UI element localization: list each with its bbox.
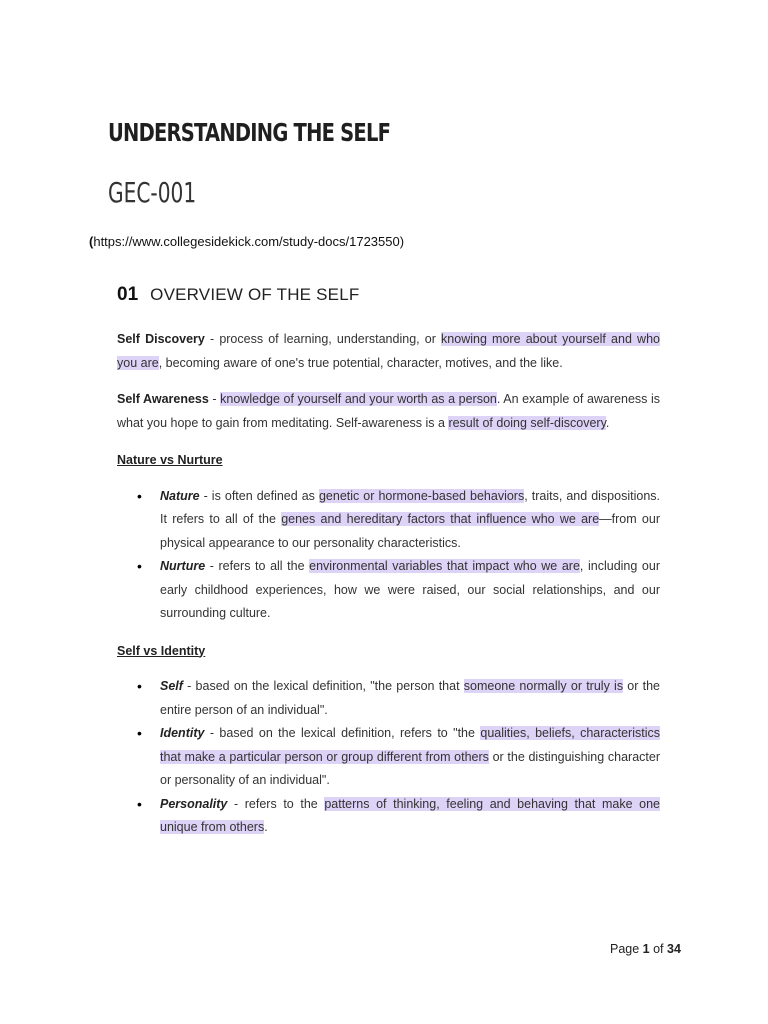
text: - process of learning, understanding, or xyxy=(204,332,442,346)
highlight: genes and hereditary factors that influence who we are xyxy=(281,512,600,526)
highlight: someone normally or truly is xyxy=(463,679,624,693)
subheading-self-vs-identity: Self vs Identity xyxy=(117,643,206,658)
term-self: Self xyxy=(160,679,183,693)
document-body xyxy=(117,328,660,852)
term-nature: Nature xyxy=(160,488,200,503)
term-self-discovery: Self Discovery xyxy=(117,332,205,346)
text: , including our early childhood experiences, how we were raised, our social relationships, and our surrounding culture. xyxy=(160,559,660,620)
list-item-identity xyxy=(117,722,660,793)
term-personality: Personality xyxy=(160,796,228,811)
course-code: GEC-001 xyxy=(108,176,197,209)
text: or the distinguishing character or personality of an individual". xyxy=(160,749,660,787)
text: . An example of awareness is what you hope to gain from meditating. Self-awareness is a xyxy=(117,392,660,430)
section-title: OVERVIEW OF THE SELF xyxy=(150,285,360,304)
text: , becoming aware of one's true potential, character, motives, and the like. xyxy=(158,355,563,370)
list-item-nature xyxy=(117,485,660,556)
self-discovery-paragraph xyxy=(117,328,660,375)
term-self-awareness: Self Awareness xyxy=(117,392,209,406)
bullet-icon: • xyxy=(137,795,142,812)
highlight: genetic or hormone-based behaviors xyxy=(318,488,525,503)
text: . xyxy=(605,415,610,430)
bullet-icon: • xyxy=(137,725,142,741)
source-citation xyxy=(89,234,404,249)
highlight: patterns of thinking, feeling and behaving that make one unique from others xyxy=(160,796,660,834)
nature-nurture-list xyxy=(117,485,660,626)
text: - xyxy=(208,392,221,406)
bullet-icon: • xyxy=(137,487,142,504)
text: - refers to the xyxy=(227,796,325,811)
section-number: 01 xyxy=(117,284,139,305)
text: - based on the lexical definition, "the person that xyxy=(182,679,464,693)
page-label: Page xyxy=(610,942,643,956)
subheading-nature-vs-nurture: Nature vs Nurture xyxy=(117,453,223,467)
paren-close: ) xyxy=(399,234,405,249)
source-url: https://www.collegesidekick.com/study-docs/1723550 xyxy=(93,234,400,249)
bullet-icon: • xyxy=(137,678,142,694)
of-label: of xyxy=(649,942,667,956)
highlight: environmental variables that impact who we are xyxy=(309,559,580,573)
text: - based on the lexical definition, refers to "the xyxy=(204,726,481,740)
list-item-personality xyxy=(117,793,660,840)
page-number xyxy=(610,942,681,956)
highlight: knowing more about yourself and who you are xyxy=(117,332,660,370)
term-identity: Identity xyxy=(160,726,205,740)
total-pages: 34 xyxy=(667,942,681,956)
current-page: 1 xyxy=(642,942,650,956)
list-item-self xyxy=(117,675,660,722)
list-item-nurture xyxy=(117,555,660,626)
paren-open: ( xyxy=(89,234,94,249)
text: - is often defined as xyxy=(199,488,319,503)
highlight: result of doing self-discovery xyxy=(448,415,606,430)
bullet-icon: • xyxy=(137,558,142,574)
highlight: knowledge of yourself and your worth as a person xyxy=(220,392,497,406)
text: —from our physical appearance to our personality characteristics. xyxy=(160,512,660,550)
text: . xyxy=(264,820,268,834)
highlight: qualities, beliefs, characteristics that make a particular person or group different from others xyxy=(160,726,660,764)
text: , traits, and dispositions. It refers to all of the xyxy=(160,488,660,526)
self-identity-list xyxy=(117,675,660,840)
document-title: UNDERSTANDING THE SELF xyxy=(108,118,391,147)
section-heading xyxy=(117,284,359,306)
term-nurture: Nurture xyxy=(160,559,206,573)
text: or the entire person of an individual". xyxy=(160,679,661,717)
self-awareness-paragraph xyxy=(117,388,660,435)
text: - refers to all the xyxy=(205,559,310,573)
